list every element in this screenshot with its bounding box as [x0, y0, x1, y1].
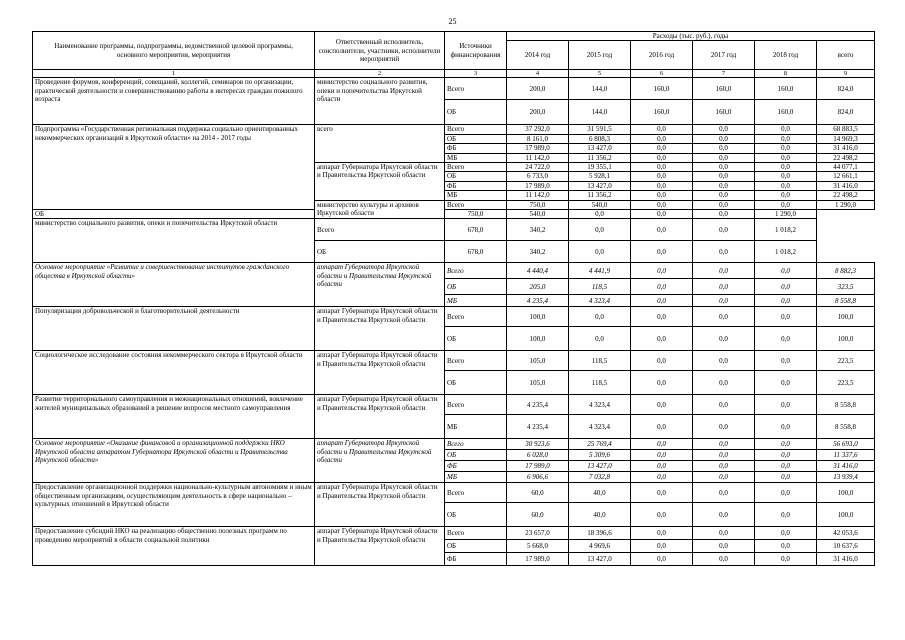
- expense-value: 0,0: [569, 327, 631, 351]
- expense-value: 5 928,1: [569, 172, 631, 181]
- expense-value: 0,0: [631, 540, 693, 553]
- expense-value: 160,0: [631, 78, 693, 100]
- header-total: всего: [817, 41, 875, 70]
- header-source: Источники финансирования: [445, 32, 507, 70]
- column-index: 2: [315, 70, 445, 78]
- funding-source: ФБ: [445, 181, 507, 190]
- expense-value: 11 337,6: [817, 450, 875, 461]
- expense-value: 0,0: [693, 527, 755, 540]
- expense-value: 17 989,0: [507, 144, 569, 153]
- expense-value: 4 323,4: [569, 395, 631, 415]
- expense-value: 0,0: [693, 210, 755, 219]
- expense-value: 0,0: [569, 307, 631, 327]
- column-index: 3: [445, 70, 507, 78]
- funding-source: ОБ: [445, 540, 507, 553]
- expense-value: 0,0: [693, 295, 755, 307]
- expense-value: 0,0: [755, 483, 817, 503]
- executor: аппарат Губернатора Иркутской области и Правительства Иркутской области: [315, 351, 445, 395]
- expense-value: 340,2: [507, 241, 569, 263]
- expense-value: 4 441,9: [569, 263, 631, 279]
- expense-value: 0,0: [631, 327, 693, 351]
- expense-value: 0,0: [755, 172, 817, 181]
- column-index: 6: [631, 70, 693, 78]
- expense-value: 1 290,0: [755, 210, 817, 219]
- expense-value: 7 032,8: [569, 472, 631, 483]
- expense-value: 678,0: [445, 241, 507, 263]
- expense-value: 144,0: [569, 100, 631, 125]
- funding-source: ОБ: [445, 450, 507, 461]
- funding-source: Всего: [445, 163, 507, 172]
- expense-value: 0,0: [693, 461, 755, 472]
- expense-value: 37 292,0: [507, 125, 569, 134]
- expense-value: 0,0: [693, 241, 755, 263]
- expense-value: 13 427,0: [569, 461, 631, 472]
- expense-value: 0,0: [693, 553, 755, 566]
- column-index: 8: [755, 70, 817, 78]
- expense-value: 0,0: [755, 395, 817, 415]
- expense-value: 0,0: [631, 210, 693, 219]
- expense-value: 31 416,0: [817, 181, 875, 190]
- expense-value: 0,0: [693, 200, 755, 209]
- program-name: Подпрограмма «Государственная региональная поддержка социально ориентированных некоммерческих организаций в Иркутской области» на 2014 - 2017 годы: [33, 125, 315, 210]
- funding-source: МБ: [445, 295, 507, 307]
- expense-value: 0,0: [631, 503, 693, 527]
- expense-value: 40,0: [569, 503, 631, 527]
- expense-value: 0,0: [755, 351, 817, 371]
- expense-value: 0,0: [631, 172, 693, 181]
- column-index: 7: [693, 70, 755, 78]
- expense-value: 11 142,0: [507, 153, 569, 162]
- executor: аппарат Губернатора Иркутской области и Правительства Иркутской области: [315, 163, 445, 201]
- expense-value: 200,0: [507, 78, 569, 100]
- expense-value: 0,0: [755, 450, 817, 461]
- funding-source: ОБ: [445, 327, 507, 351]
- expense-value: 0,0: [755, 144, 817, 153]
- expense-value: 0,0: [693, 540, 755, 553]
- expense-value: 0,0: [631, 144, 693, 153]
- expense-value: 0,0: [755, 503, 817, 527]
- expense-value: 160,0: [693, 78, 755, 100]
- table-row: [33, 210, 875, 219]
- expense-value: 6 028,0: [507, 450, 569, 461]
- expense-value: 10 637,6: [817, 540, 875, 553]
- expense-value: 0,0: [755, 415, 817, 439]
- page-number: 25: [448, 17, 457, 26]
- expense-value: 4 440,4: [507, 263, 569, 279]
- expense-value: 0,0: [755, 307, 817, 327]
- funding-source: ОБ: [445, 172, 507, 181]
- expense-value: 13 939,4: [817, 472, 875, 483]
- expense-value: 205,0: [507, 279, 569, 295]
- expense-value: 4 235,4: [507, 415, 569, 439]
- expense-value: 0,0: [631, 191, 693, 200]
- expense-value: 0,0: [631, 307, 693, 327]
- executor: аппарат Губернатора Иркутской области и Правительства Иркутской области: [315, 395, 445, 439]
- expense-value: 100,0: [817, 483, 875, 503]
- executor: министерство культуры и архивов Иркутской области: [315, 200, 445, 219]
- expense-value: 0,0: [631, 263, 693, 279]
- expense-value: 6 906,6: [507, 472, 569, 483]
- table-row: [33, 263, 875, 279]
- executor: министерство социального развития, опеки и попечительства Иркутской области: [33, 219, 315, 263]
- expense-value: 60,0: [507, 503, 569, 527]
- funding-source: ОБ: [445, 371, 507, 395]
- expense-value: 0,0: [693, 134, 755, 143]
- expense-value: 160,0: [631, 100, 693, 125]
- expense-value: 0,0: [693, 415, 755, 439]
- expense-value: 0,0: [755, 327, 817, 351]
- funding-source: ОБ: [445, 100, 507, 125]
- expense-value: 118,5: [569, 351, 631, 371]
- expense-value: 4 969,6: [569, 540, 631, 553]
- funding-source: Всего: [445, 439, 507, 450]
- expense-value: 0,0: [755, 295, 817, 307]
- expense-value: 0,0: [755, 153, 817, 162]
- expense-value: 30 923,6: [507, 439, 569, 450]
- expense-value: 0,0: [693, 181, 755, 190]
- expense-value: 0,0: [693, 439, 755, 450]
- program-name: Развитие территориального самоуправления и межнациональных отношений, вовлечение жителей муниципальных образований в решение вопросов местного самоуправления: [33, 395, 315, 439]
- expense-value: 4 323,4: [569, 295, 631, 307]
- expense-value: 25 769,4: [569, 439, 631, 450]
- column-index: 9: [817, 70, 875, 78]
- expense-value: 0,0: [755, 371, 817, 395]
- executor: аппарат Губернатора Иркутской области и Правительства Иркутской области: [315, 263, 445, 307]
- executor: аппарат Губернатора Иркутской области и Правительства Иркутской области: [315, 483, 445, 527]
- expense-value: 160,0: [755, 100, 817, 125]
- expense-value: 68 883,5: [817, 125, 875, 134]
- expense-value: 8 558,8: [817, 415, 875, 439]
- expense-value: 0,0: [631, 395, 693, 415]
- executor: аппарат Губернатора Иркутской области и Правительства Иркутской области: [315, 439, 445, 483]
- expense-value: 19 355,1: [569, 163, 631, 172]
- expense-value: 31 416,0: [817, 144, 875, 153]
- expense-value: 17 989,0: [507, 553, 569, 566]
- expense-value: 105,0: [507, 371, 569, 395]
- expense-value: 100,0: [817, 503, 875, 527]
- expense-value: 5 668,0: [507, 540, 569, 553]
- expense-value: 0,0: [755, 200, 817, 209]
- program-name: Популяризация добровольческой и благотворительной деятельности: [33, 307, 315, 351]
- header-executor: Ответственный исполнитель, соисполнители, участники, исполнители мероприятий: [315, 32, 445, 70]
- expense-value: 31 416,0: [817, 553, 875, 566]
- expense-value: 8 558,8: [817, 295, 875, 307]
- expense-value: 0,0: [569, 241, 631, 263]
- header-expenses: Расходы (тыс. руб.), годы: [507, 32, 875, 41]
- expense-value: 0,0: [693, 395, 755, 415]
- funding-source: Всего: [445, 307, 507, 327]
- expense-value: 0,0: [755, 163, 817, 172]
- expense-value: 824,0: [817, 78, 875, 100]
- expense-value: 0,0: [755, 191, 817, 200]
- expense-value: 11 142,0: [507, 191, 569, 200]
- expense-value: 31 416,0: [817, 461, 875, 472]
- expense-value: 56 693,0: [817, 439, 875, 450]
- funding-source: Всего: [445, 125, 507, 134]
- expense-value: 17 989,0: [507, 461, 569, 472]
- executor: министерство социального развития, опеки и попечительства Иркутской области: [315, 78, 445, 125]
- expense-value: 0,0: [693, 191, 755, 200]
- funding-source: МБ: [445, 472, 507, 483]
- expense-value: 678,0: [445, 219, 507, 241]
- expense-value: 22 498,2: [817, 153, 875, 162]
- expense-value: 0,0: [631, 553, 693, 566]
- expense-value: 0,0: [693, 450, 755, 461]
- expense-value: 0,0: [755, 263, 817, 279]
- expense-value: 31 591,5: [569, 125, 631, 134]
- expense-value: 0,0: [631, 439, 693, 450]
- funding-source: Всего: [315, 219, 445, 241]
- expense-value: 40,0: [569, 483, 631, 503]
- program-name: Проведение форумов, конференций, совещаний, коллегий, семинаров по организации, практической деятельности и совершенствованию работы в интересах граждан пожилого возраста: [33, 78, 315, 125]
- expense-value: 0,0: [631, 415, 693, 439]
- expense-value: 0,0: [693, 503, 755, 527]
- expense-value: 0,0: [631, 461, 693, 472]
- expense-value: 0,0: [693, 351, 755, 371]
- funding-source: ОБ: [445, 503, 507, 527]
- expense-value: 0,0: [755, 134, 817, 143]
- table-row: [33, 78, 875, 100]
- table-row: [33, 439, 875, 450]
- funding-source: ОБ: [445, 279, 507, 295]
- expense-value: 0,0: [755, 527, 817, 540]
- expense-value: 6 808,3: [569, 134, 631, 143]
- funding-source: Всего: [445, 351, 507, 371]
- header-name: Наименование программы, подпрограммы, ведомственной целевой программы, основного мероприятия, мероприятия: [33, 32, 315, 70]
- expense-value: 750,0: [507, 200, 569, 209]
- expense-value: 13 427,0: [569, 144, 631, 153]
- expense-value: 200,0: [507, 100, 569, 125]
- funding-source: ФБ: [445, 461, 507, 472]
- expense-value: 100,0: [817, 307, 875, 327]
- funding-source: МБ: [445, 415, 507, 439]
- expense-value: 44 077,1: [817, 163, 875, 172]
- funding-source: ОБ: [445, 134, 507, 143]
- expense-value: 0,0: [631, 371, 693, 395]
- table-row: [33, 395, 875, 415]
- expense-value: 0,0: [693, 371, 755, 395]
- funding-source: Всего: [445, 78, 507, 100]
- expense-value: 824,0: [817, 100, 875, 125]
- expense-value: 0,0: [693, 263, 755, 279]
- expense-value: 0,0: [569, 210, 631, 219]
- expense-value: 750,0: [445, 210, 507, 219]
- expense-value: 5 309,6: [569, 450, 631, 461]
- expense-value: 0,0: [631, 219, 693, 241]
- expense-value: 0,0: [631, 241, 693, 263]
- expense-value: 0,0: [693, 125, 755, 134]
- expense-value: 0,0: [631, 279, 693, 295]
- expense-value: 6 733,0: [507, 172, 569, 181]
- expense-value: 60,0: [507, 483, 569, 503]
- expense-value: 144,0: [569, 78, 631, 100]
- expense-value: 100,0: [507, 307, 569, 327]
- expense-value: 0,0: [755, 540, 817, 553]
- expense-value: 223,5: [817, 371, 875, 395]
- expense-value: 1 018,2: [755, 241, 817, 263]
- funding-source: МБ: [445, 153, 507, 162]
- expense-value: 0,0: [631, 153, 693, 162]
- table-row: [33, 527, 875, 540]
- funding-source: Всего: [445, 395, 507, 415]
- expense-value: 8 882,3: [817, 263, 875, 279]
- expense-value: 0,0: [631, 483, 693, 503]
- funding-source: Всего: [445, 200, 507, 209]
- expense-value: 0,0: [631, 527, 693, 540]
- expense-value: 24 722,0: [507, 163, 569, 172]
- expense-value: 540,0: [507, 210, 569, 219]
- expense-value: 0,0: [693, 307, 755, 327]
- expense-value: 540,0: [569, 200, 631, 209]
- executor: аппарат Губернатора Иркутской области и Правительства Иркутской области: [315, 307, 445, 351]
- expense-value: 100,0: [507, 327, 569, 351]
- funding-source: ОБ: [33, 210, 315, 219]
- expense-value: 13 427,0: [569, 181, 631, 190]
- expense-value: 0,0: [755, 279, 817, 295]
- program-name: Основное мероприятие «Развитие и совершенствование институтов гражданского общества в Иркутской области»: [33, 263, 315, 307]
- executor: всего: [315, 125, 445, 163]
- program-name: Предоставление организационной поддержки национально-культурным автономиям и иным общественным организациям, осуществляющим деятельность в сфере национально – культурных отношений в Иркутской области: [33, 483, 315, 527]
- expense-value: 105,0: [507, 351, 569, 371]
- expense-value: 0,0: [755, 553, 817, 566]
- funding-source: Всего: [445, 527, 507, 540]
- funding-source: ОБ: [315, 241, 445, 263]
- expense-value: 0,0: [631, 200, 693, 209]
- column-index-row: [33, 70, 875, 78]
- column-index: 4: [507, 70, 569, 78]
- program-name: Социологическое исследование состояния некоммерческого сектора в Иркутской области: [33, 351, 315, 395]
- expense-value: 18 396,6: [569, 527, 631, 540]
- expense-value: 4 323,4: [569, 415, 631, 439]
- expense-value: 0,0: [631, 295, 693, 307]
- funding-source: Всего: [445, 483, 507, 503]
- program-name: Основное мероприятие «Оказание финансовой и организационной поддержки НКО Иркутской области аппаратом Губернатора Иркутской области и Правительства Иркутской области»: [33, 439, 315, 483]
- expense-value: 160,0: [693, 100, 755, 125]
- expense-value: 4 235,4: [507, 295, 569, 307]
- expenses-table: [32, 31, 875, 566]
- expense-value: 0,0: [693, 483, 755, 503]
- expense-value: 100,0: [817, 327, 875, 351]
- header-year: 2016 год: [631, 41, 693, 70]
- expense-value: 0,0: [631, 134, 693, 143]
- expense-value: 340,2: [507, 219, 569, 241]
- funding-source: Всего: [445, 263, 507, 279]
- expense-value: 0,0: [755, 461, 817, 472]
- expense-value: 0,0: [693, 172, 755, 181]
- expense-value: 0,0: [755, 181, 817, 190]
- column-index: 5: [569, 70, 631, 78]
- column-index: 1: [33, 70, 315, 78]
- expense-value: 0,0: [693, 472, 755, 483]
- expense-value: 4 235,4: [507, 395, 569, 415]
- funding-source: ФБ: [445, 144, 507, 153]
- expense-value: 323,5: [817, 279, 875, 295]
- expense-value: 0,0: [693, 279, 755, 295]
- expense-value: 0,0: [693, 153, 755, 162]
- expense-value: 42 053,6: [817, 527, 875, 540]
- table-row: [33, 219, 875, 241]
- expense-value: 0,0: [755, 439, 817, 450]
- expense-value: 0,0: [755, 472, 817, 483]
- expense-value: 11 356,2: [569, 153, 631, 162]
- expense-value: 17 989,0: [507, 181, 569, 190]
- expense-value: 160,0: [755, 78, 817, 100]
- expense-value: 0,0: [693, 163, 755, 172]
- table-row: [33, 351, 875, 371]
- expense-value: 0,0: [631, 450, 693, 461]
- table-row: [33, 307, 875, 327]
- expense-value: 1 290,0: [817, 200, 875, 209]
- expense-value: 8 558,8: [817, 395, 875, 415]
- table-row: [33, 125, 875, 134]
- expense-value: 1 018,2: [755, 219, 817, 241]
- program-name: Предоставление субсидий НКО на реализацию общественно полезных программ по проведению мероприятий в области социальной политики: [33, 527, 315, 566]
- expense-value: 0,0: [569, 219, 631, 241]
- expense-value: 12 661,1: [817, 172, 875, 181]
- expense-value: 223,5: [817, 351, 875, 371]
- expense-value: 0,0: [693, 219, 755, 241]
- header-year: 2014 год: [507, 41, 569, 70]
- header-year: 2018 год: [755, 41, 817, 70]
- expense-value: 118,5: [569, 279, 631, 295]
- header-year: 2015 год: [569, 41, 631, 70]
- expense-value: 22 498,2: [817, 191, 875, 200]
- expense-value: 8 161,0: [507, 134, 569, 143]
- header-year: 2017 год: [693, 41, 755, 70]
- expense-value: 0,0: [755, 125, 817, 134]
- expense-value: 0,0: [693, 327, 755, 351]
- expense-value: 0,0: [631, 163, 693, 172]
- expense-value: 0,0: [693, 144, 755, 153]
- expense-value: 0,0: [631, 125, 693, 134]
- expense-value: 0,0: [631, 351, 693, 371]
- expense-value: 118,5: [569, 371, 631, 395]
- funding-source: МБ: [445, 191, 507, 200]
- expense-value: 13 427,0: [569, 553, 631, 566]
- table-row: [33, 483, 875, 503]
- executor: аппарат Губернатора Иркутской области и Правительства Иркутской области: [315, 527, 445, 566]
- expense-value: 0,0: [631, 181, 693, 190]
- funding-source: ФБ: [445, 553, 507, 566]
- expense-value: 23 657,0: [507, 527, 569, 540]
- expense-value: 11 356,2: [569, 191, 631, 200]
- expense-value: 14 969,3: [817, 134, 875, 143]
- expense-value: 0,0: [631, 472, 693, 483]
